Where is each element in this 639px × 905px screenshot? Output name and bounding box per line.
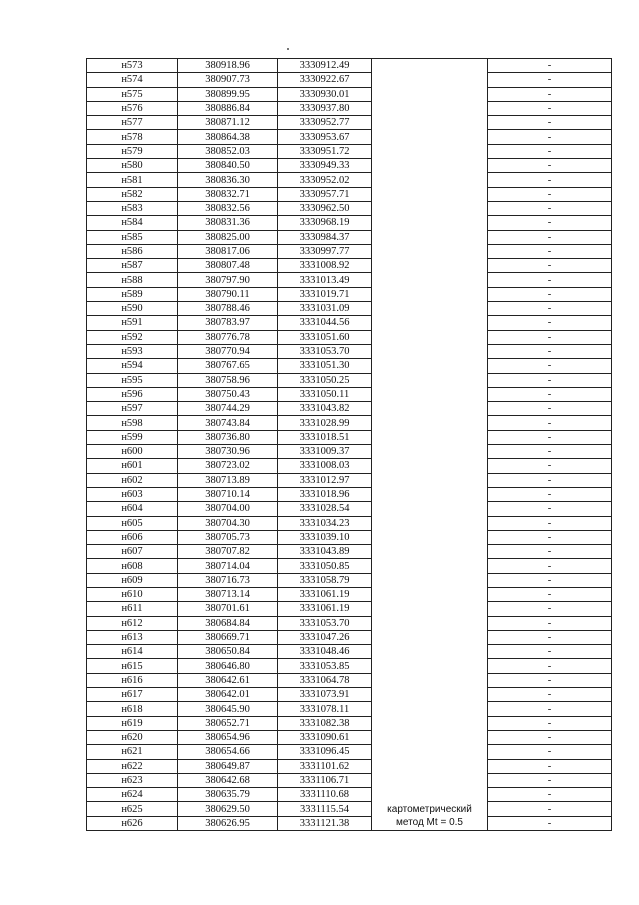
y-coordinate-cell: 3330912.49 — [278, 59, 372, 73]
x-coordinate-cell: 380669.71 — [178, 630, 278, 644]
x-coordinate-cell: 380886.84 — [178, 101, 278, 115]
y-coordinate-cell: 3331053.70 — [278, 344, 372, 358]
point-id-cell: н579 — [87, 144, 178, 158]
point-id-cell: н584 — [87, 216, 178, 230]
mark-cell: - — [488, 702, 612, 716]
x-coordinate-cell: 380750.43 — [178, 387, 278, 401]
y-coordinate-cell: 3331051.30 — [278, 359, 372, 373]
point-id-cell: н581 — [87, 173, 178, 187]
y-coordinate-cell: 3331043.82 — [278, 402, 372, 416]
y-coordinate-cell: 3330951.72 — [278, 144, 372, 158]
x-coordinate-cell: 380710.14 — [178, 487, 278, 501]
table-row — [87, 73, 612, 87]
table-row — [87, 101, 612, 115]
mark-cell: - — [488, 416, 612, 430]
point-id-cell: н617 — [87, 688, 178, 702]
y-coordinate-cell: 3331064.78 — [278, 673, 372, 687]
mark-cell: - — [488, 716, 612, 730]
table-row — [87, 273, 612, 287]
y-coordinate-cell: 3331012.97 — [278, 473, 372, 487]
x-coordinate-cell: 380707.82 — [178, 545, 278, 559]
point-id-cell: н618 — [87, 702, 178, 716]
y-coordinate-cell: 3330968.19 — [278, 216, 372, 230]
point-id-cell: н612 — [87, 616, 178, 630]
point-id-cell: н590 — [87, 302, 178, 316]
point-id-cell: н620 — [87, 730, 178, 744]
x-coordinate-cell: 380817.06 — [178, 244, 278, 258]
x-coordinate-cell: 380797.90 — [178, 273, 278, 287]
x-coordinate-cell: 380783.97 — [178, 316, 278, 330]
table-row — [87, 730, 612, 744]
x-coordinate-cell: 380635.79 — [178, 788, 278, 802]
point-id-cell: н580 — [87, 159, 178, 173]
table-row — [87, 130, 612, 144]
point-id-cell: н586 — [87, 244, 178, 258]
x-coordinate-cell: 380918.96 — [178, 59, 278, 73]
mark-cell: - — [488, 773, 612, 787]
table-row — [87, 602, 612, 616]
table-row — [87, 330, 612, 344]
point-id-cell: н585 — [87, 230, 178, 244]
mark-cell: - — [488, 373, 612, 387]
table-row — [87, 516, 612, 530]
mark-cell: - — [488, 159, 612, 173]
table-row — [87, 745, 612, 759]
mark-cell: - — [488, 244, 612, 258]
table-row — [87, 87, 612, 101]
y-coordinate-cell: 3330962.50 — [278, 201, 372, 215]
mark-cell: - — [488, 259, 612, 273]
table-row — [87, 344, 612, 358]
x-coordinate-cell: 380629.50 — [178, 802, 278, 816]
mark-cell: - — [488, 230, 612, 244]
x-coordinate-cell: 380788.46 — [178, 302, 278, 316]
point-id-cell: н603 — [87, 487, 178, 501]
point-id-cell: н605 — [87, 516, 178, 530]
mark-cell: - — [488, 587, 612, 601]
point-id-cell: н619 — [87, 716, 178, 730]
x-coordinate-cell: 380790.11 — [178, 287, 278, 301]
table-row — [87, 559, 612, 573]
y-coordinate-cell: 3330952.02 — [278, 173, 372, 187]
mark-cell: - — [488, 602, 612, 616]
table-row — [87, 688, 612, 702]
x-coordinate-cell: 380831.36 — [178, 216, 278, 230]
method-accuracy-text: метод Mt = 0.5 — [396, 817, 463, 829]
mark-cell: - — [488, 730, 612, 744]
mark-cell: - — [488, 273, 612, 287]
point-id-cell: н625 — [87, 802, 178, 816]
y-coordinate-cell: 3331018.96 — [278, 487, 372, 501]
point-id-cell: н604 — [87, 502, 178, 516]
table-row — [87, 302, 612, 316]
y-coordinate-cell: 3331028.54 — [278, 502, 372, 516]
table-row — [87, 702, 612, 716]
mark-cell: - — [488, 87, 612, 101]
point-id-cell: н589 — [87, 287, 178, 301]
point-id-cell: н624 — [87, 788, 178, 802]
point-id-cell: н598 — [87, 416, 178, 430]
table-row — [87, 173, 612, 187]
point-id-cell: н597 — [87, 402, 178, 416]
y-coordinate-cell: 3331050.25 — [278, 373, 372, 387]
point-id-cell: н583 — [87, 201, 178, 215]
y-coordinate-cell: 3331019.71 — [278, 287, 372, 301]
x-coordinate-cell: 380832.56 — [178, 201, 278, 215]
x-coordinate-cell: 380642.68 — [178, 773, 278, 787]
y-coordinate-cell: 3330957.71 — [278, 187, 372, 201]
mark-cell: - — [488, 616, 612, 630]
mark-cell: - — [488, 530, 612, 544]
point-id-cell: н608 — [87, 559, 178, 573]
point-id-cell: н576 — [87, 101, 178, 115]
x-coordinate-cell: 380649.87 — [178, 759, 278, 773]
point-id-cell: н592 — [87, 330, 178, 344]
table-row — [87, 630, 612, 644]
table-row — [87, 773, 612, 787]
mark-cell: - — [488, 387, 612, 401]
x-coordinate-cell: 380723.02 — [178, 459, 278, 473]
x-coordinate-cell: 380836.30 — [178, 173, 278, 187]
y-coordinate-cell: 3330953.67 — [278, 130, 372, 144]
point-id-cell: н622 — [87, 759, 178, 773]
table-row — [87, 259, 612, 273]
mark-cell: - — [488, 101, 612, 115]
point-id-cell: н588 — [87, 273, 178, 287]
point-id-cell: н587 — [87, 259, 178, 273]
point-id-cell: н596 — [87, 387, 178, 401]
mark-cell: - — [488, 316, 612, 330]
x-coordinate-cell: 380654.96 — [178, 730, 278, 744]
point-id-cell: н610 — [87, 587, 178, 601]
mark-cell: - — [488, 144, 612, 158]
x-coordinate-cell: 380730.96 — [178, 445, 278, 459]
point-id-cell: н613 — [87, 630, 178, 644]
table-row — [87, 116, 612, 130]
x-coordinate-cell: 380832.71 — [178, 187, 278, 201]
table-row — [87, 287, 612, 301]
mark-cell: - — [488, 802, 612, 816]
y-coordinate-cell: 3331121.38 — [278, 816, 372, 830]
table-row — [87, 788, 612, 802]
mark-cell: - — [488, 545, 612, 559]
point-id-cell: н611 — [87, 602, 178, 616]
y-coordinate-cell: 3331101.62 — [278, 759, 372, 773]
x-coordinate-cell: 380642.61 — [178, 673, 278, 687]
table-row — [87, 459, 612, 473]
table-row — [87, 587, 612, 601]
x-coordinate-cell: 380645.90 — [178, 702, 278, 716]
point-id-cell: н593 — [87, 344, 178, 358]
x-coordinate-cell: 380758.96 — [178, 373, 278, 387]
method-cell — [372, 59, 488, 831]
mark-cell: - — [488, 487, 612, 501]
y-coordinate-cell: 3331048.46 — [278, 645, 372, 659]
x-coordinate-cell: 380825.00 — [178, 230, 278, 244]
x-coordinate-cell: 380704.30 — [178, 516, 278, 530]
mark-cell: - — [488, 430, 612, 444]
point-id-cell: н615 — [87, 659, 178, 673]
x-coordinate-cell: 380807.48 — [178, 259, 278, 273]
table-row — [87, 716, 612, 730]
x-coordinate-cell: 380626.95 — [178, 816, 278, 830]
y-coordinate-cell: 3331061.19 — [278, 587, 372, 601]
point-id-cell: н626 — [87, 816, 178, 830]
y-coordinate-cell: 3331106.71 — [278, 773, 372, 787]
y-coordinate-cell: 3331073.91 — [278, 688, 372, 702]
table-row — [87, 659, 612, 673]
y-coordinate-cell: 3331028.99 — [278, 416, 372, 430]
x-coordinate-cell: 380716.73 — [178, 573, 278, 587]
mark-cell: - — [488, 201, 612, 215]
x-coordinate-cell: 380714.04 — [178, 559, 278, 573]
y-coordinate-cell: 3331090.61 — [278, 730, 372, 744]
y-coordinate-cell: 3331058.79 — [278, 573, 372, 587]
mark-cell: - — [488, 745, 612, 759]
y-coordinate-cell: 3331013.49 — [278, 273, 372, 287]
table-row — [87, 502, 612, 516]
table-row — [87, 430, 612, 444]
mark-cell: - — [488, 302, 612, 316]
point-id-cell: н602 — [87, 473, 178, 487]
x-coordinate-cell: 380650.84 — [178, 645, 278, 659]
x-coordinate-cell: 380701.61 — [178, 602, 278, 616]
mark-cell: - — [488, 688, 612, 702]
x-coordinate-cell: 380852.03 — [178, 144, 278, 158]
table-row — [87, 216, 612, 230]
coordinates-table-body — [87, 59, 612, 831]
mark-cell: - — [488, 402, 612, 416]
y-coordinate-cell: 3331009.37 — [278, 445, 372, 459]
mark-cell: - — [488, 59, 612, 73]
x-coordinate-cell: 380654.66 — [178, 745, 278, 759]
point-id-cell: н599 — [87, 430, 178, 444]
point-id-cell: н623 — [87, 773, 178, 787]
y-coordinate-cell: 3331053.70 — [278, 616, 372, 630]
x-coordinate-cell: 380899.95 — [178, 87, 278, 101]
mark-cell: - — [488, 130, 612, 144]
table-row — [87, 616, 612, 630]
x-coordinate-cell: 380684.84 — [178, 616, 278, 630]
table-row — [87, 244, 612, 258]
x-coordinate-cell: 380871.12 — [178, 116, 278, 130]
table-row — [87, 673, 612, 687]
y-coordinate-cell: 3331018.51 — [278, 430, 372, 444]
y-coordinate-cell: 3331050.85 — [278, 559, 372, 573]
y-coordinate-cell: 3330997.77 — [278, 244, 372, 258]
x-coordinate-cell: 380642.01 — [178, 688, 278, 702]
point-id-cell: н573 — [87, 59, 178, 73]
table-row — [87, 530, 612, 544]
point-id-cell: н600 — [87, 445, 178, 459]
point-id-cell: н607 — [87, 545, 178, 559]
x-coordinate-cell: 380705.73 — [178, 530, 278, 544]
x-coordinate-cell: 380646.80 — [178, 659, 278, 673]
y-coordinate-cell: 3331034.23 — [278, 516, 372, 530]
table-row — [87, 445, 612, 459]
coordinates-table — [86, 58, 612, 831]
table-row — [87, 373, 612, 387]
mark-cell: - — [488, 359, 612, 373]
y-coordinate-cell: 3331051.60 — [278, 330, 372, 344]
table-row — [87, 473, 612, 487]
mark-cell: - — [488, 216, 612, 230]
y-coordinate-cell: 3331031.09 — [278, 302, 372, 316]
y-coordinate-cell: 3331043.89 — [278, 545, 372, 559]
y-coordinate-cell: 3330930.01 — [278, 87, 372, 101]
mark-cell: - — [488, 645, 612, 659]
mark-cell: - — [488, 559, 612, 573]
point-id-cell: н609 — [87, 573, 178, 587]
mark-cell: - — [488, 73, 612, 87]
table-row — [87, 387, 612, 401]
y-coordinate-cell: 3330949.33 — [278, 159, 372, 173]
point-id-cell: н575 — [87, 87, 178, 101]
mark-cell: - — [488, 330, 612, 344]
mark-cell: - — [488, 630, 612, 644]
scan-speck — [287, 48, 289, 50]
mark-cell: - — [488, 459, 612, 473]
mark-cell: - — [488, 344, 612, 358]
mark-cell: - — [488, 816, 612, 830]
y-coordinate-cell: 3331061.19 — [278, 602, 372, 616]
y-coordinate-cell: 3331008.92 — [278, 259, 372, 273]
point-id-cell: н621 — [87, 745, 178, 759]
table-row — [87, 402, 612, 416]
point-id-cell: н594 — [87, 359, 178, 373]
table-row — [87, 316, 612, 330]
x-coordinate-cell: 380767.65 — [178, 359, 278, 373]
x-coordinate-cell: 380743.84 — [178, 416, 278, 430]
y-coordinate-cell: 3330922.67 — [278, 73, 372, 87]
mark-cell: - — [488, 502, 612, 516]
mark-cell: - — [488, 445, 612, 459]
x-coordinate-cell: 380744.29 — [178, 402, 278, 416]
point-id-cell: н616 — [87, 673, 178, 687]
point-id-cell: н601 — [87, 459, 178, 473]
y-coordinate-cell: 3331044.56 — [278, 316, 372, 330]
mark-cell: - — [488, 473, 612, 487]
point-id-cell: н577 — [87, 116, 178, 130]
y-coordinate-cell: 3331082.38 — [278, 716, 372, 730]
x-coordinate-cell: 380713.89 — [178, 473, 278, 487]
table-row — [87, 816, 612, 830]
y-coordinate-cell: 3330984.37 — [278, 230, 372, 244]
y-coordinate-cell: 3331047.26 — [278, 630, 372, 644]
mark-cell: - — [488, 187, 612, 201]
x-coordinate-cell: 380704.00 — [178, 502, 278, 516]
x-coordinate-cell: 380776.78 — [178, 330, 278, 344]
y-coordinate-cell: 3331050.11 — [278, 387, 372, 401]
y-coordinate-cell: 3330952.77 — [278, 116, 372, 130]
y-coordinate-cell: 3331008.03 — [278, 459, 372, 473]
mark-cell: - — [488, 788, 612, 802]
point-id-cell: н574 — [87, 73, 178, 87]
point-id-cell: н595 — [87, 373, 178, 387]
point-id-cell: н606 — [87, 530, 178, 544]
point-id-cell: н582 — [87, 187, 178, 201]
table-row — [87, 201, 612, 215]
table-row — [87, 59, 612, 73]
mark-cell: - — [488, 673, 612, 687]
mark-cell: - — [488, 659, 612, 673]
x-coordinate-cell: 380907.73 — [178, 73, 278, 87]
y-coordinate-cell: 3331115.54 — [278, 802, 372, 816]
table-row — [87, 573, 612, 587]
table-row — [87, 487, 612, 501]
mark-cell: - — [488, 516, 612, 530]
table-row — [87, 645, 612, 659]
mark-cell: - — [488, 759, 612, 773]
mark-cell: - — [488, 116, 612, 130]
table-row — [87, 545, 612, 559]
point-id-cell: н578 — [87, 130, 178, 144]
method-name-text: картометрический — [387, 804, 472, 816]
x-coordinate-cell: 380736.80 — [178, 430, 278, 444]
table-row — [87, 187, 612, 201]
y-coordinate-cell: 3331110.68 — [278, 788, 372, 802]
table-row — [87, 802, 612, 816]
mark-cell: - — [488, 173, 612, 187]
table-row — [87, 144, 612, 158]
table-row — [87, 759, 612, 773]
x-coordinate-cell: 380713.14 — [178, 587, 278, 601]
y-coordinate-cell: 3331039.10 — [278, 530, 372, 544]
point-id-cell: н614 — [87, 645, 178, 659]
table-row — [87, 159, 612, 173]
mark-cell: - — [488, 573, 612, 587]
mark-cell: - — [488, 287, 612, 301]
table-row — [87, 359, 612, 373]
x-coordinate-cell: 380652.71 — [178, 716, 278, 730]
point-id-cell: н591 — [87, 316, 178, 330]
y-coordinate-cell: 3331078.11 — [278, 702, 372, 716]
x-coordinate-cell: 380840.50 — [178, 159, 278, 173]
y-coordinate-cell: 3330937.80 — [278, 101, 372, 115]
y-coordinate-cell: 3331096.45 — [278, 745, 372, 759]
y-coordinate-cell: 3331053.85 — [278, 659, 372, 673]
table-row — [87, 416, 612, 430]
table-row — [87, 230, 612, 244]
x-coordinate-cell: 380864.38 — [178, 130, 278, 144]
x-coordinate-cell: 380770.94 — [178, 344, 278, 358]
